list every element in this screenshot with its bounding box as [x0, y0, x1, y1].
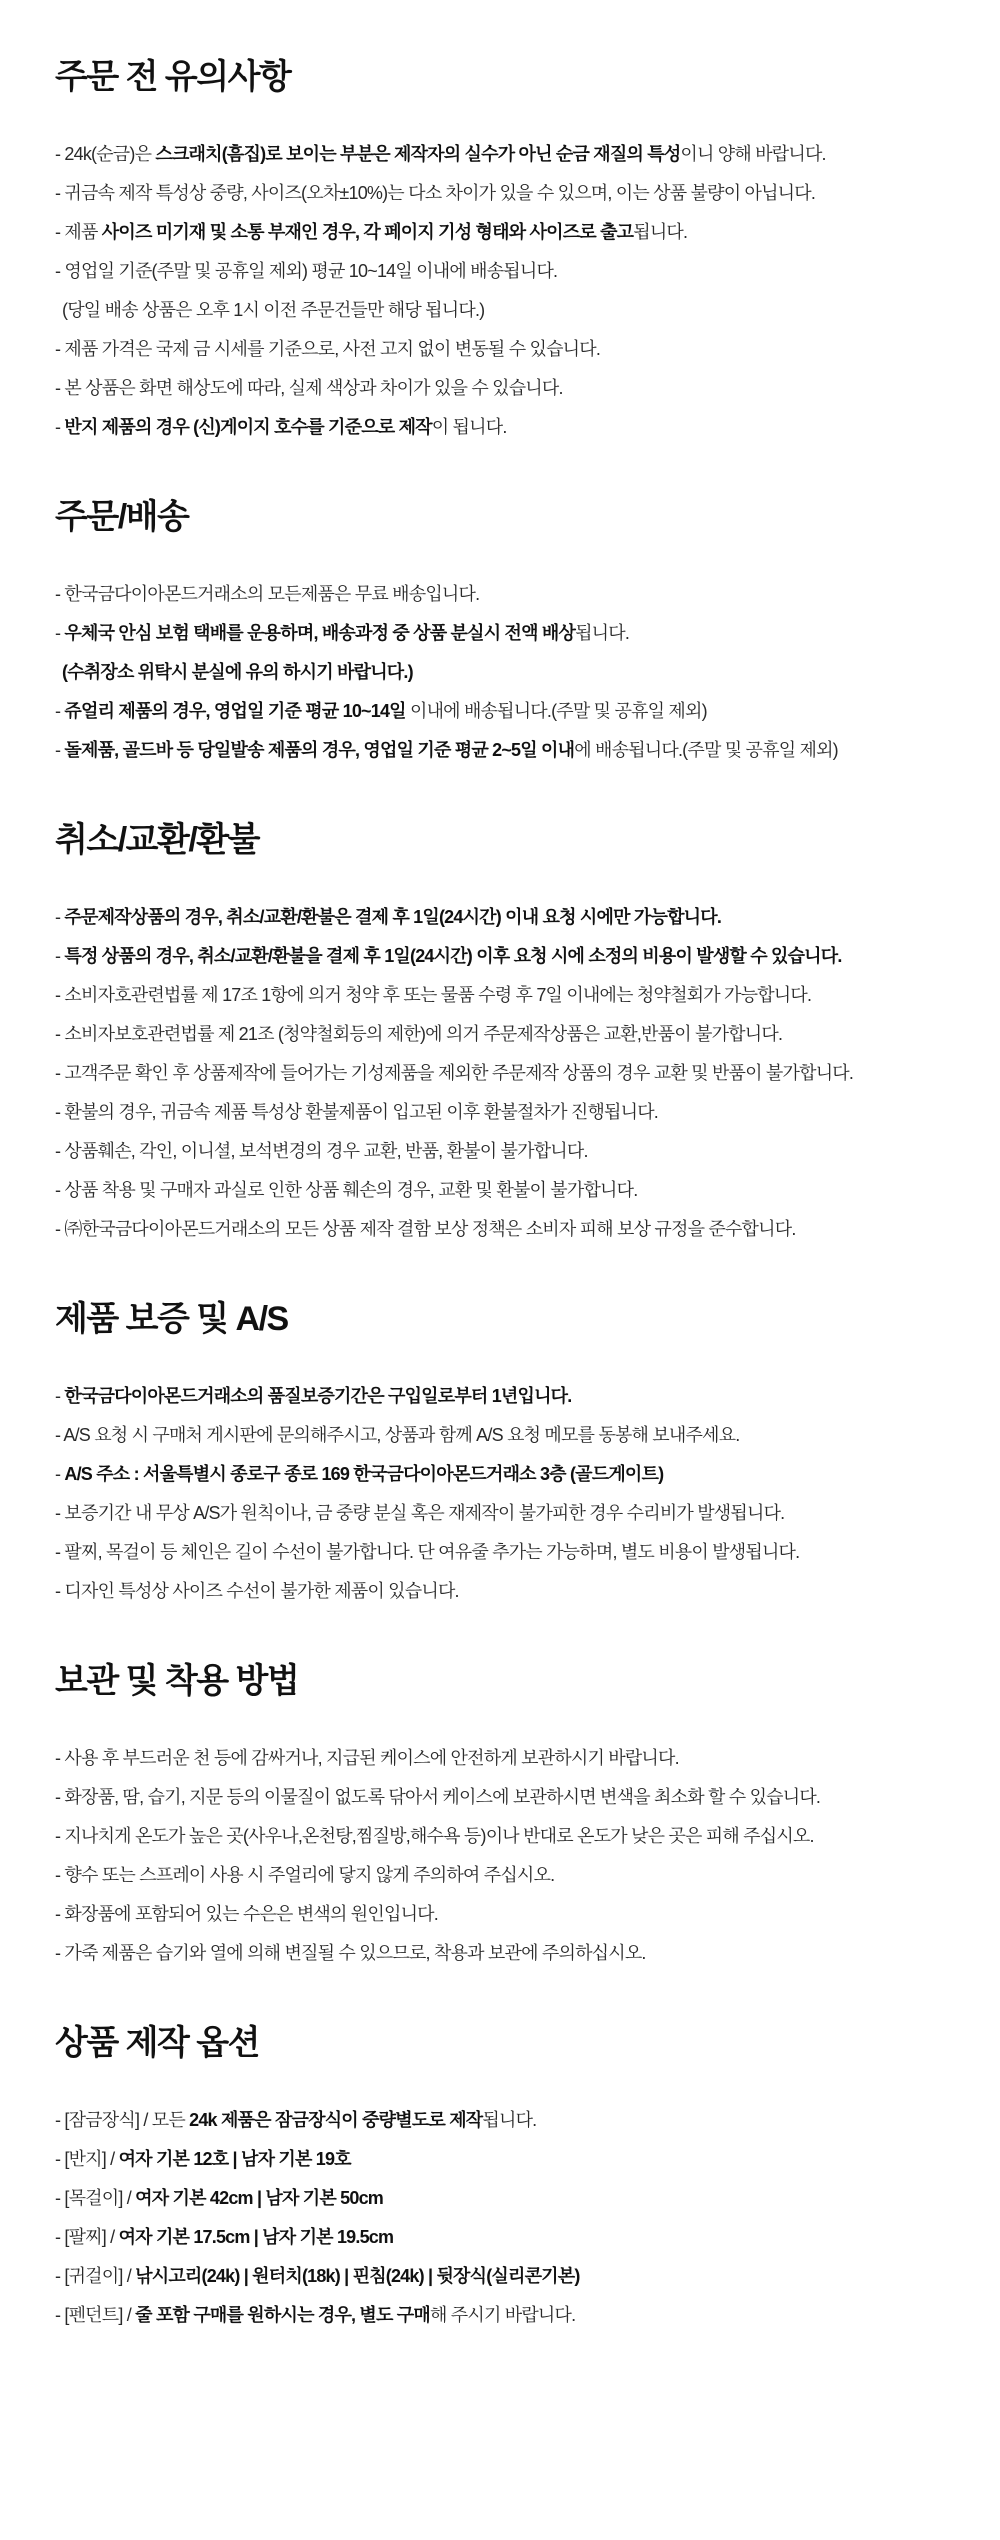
notice-text-bold: 특정 상품의 경우, 취소/교환/환불을 결제 후 1일(24시간) 이후 요청 시에 소정의 비용이 발생할 수 있습니다. [64, 946, 842, 966]
notice-line [55, 1141, 950, 1162]
notice-text: 해 주시기 바랍니다. [430, 2305, 576, 2325]
notice-text: - [55, 740, 65, 760]
section-title: 취소/교환/환불 [55, 821, 259, 859]
section-title: 상품 제작 옵션 [55, 2024, 259, 2062]
notice-text: - [55, 701, 65, 721]
notice-text: - [팔찌] / [55, 2227, 119, 2247]
notice-line [55, 1464, 950, 1485]
notice-text: 이내에 배송됩니다.(주말 및 공휴일 제외) [405, 701, 707, 721]
notice-text: - 제품 가격은 국제 금 시세를 기준으로, 사전 고지 없이 변동될 수 있습니다. [55, 339, 601, 359]
notice-line [55, 1219, 950, 1240]
section-title: 주문/배송 [55, 498, 189, 536]
notice-sections [55, 56, 950, 2326]
notice-text-bold: 여자 기본 17.5cm | 남자 기본 19.5cm [118, 2227, 394, 2247]
notice-line [55, 144, 950, 165]
notice-line [55, 261, 950, 282]
notice-line [55, 222, 950, 243]
notice-line [55, 1024, 950, 1045]
notice-text: - [반지] / [55, 2149, 119, 2169]
notice-line [55, 1904, 950, 1925]
notice-section [55, 819, 950, 1240]
notice-text-bold: 우체국 안심 보험 택배를 운용하며, 배송과정 중 상품 분실시 전액 배상 [64, 623, 576, 643]
notice-text: - 본 상품은 화면 해상도에 따라, 실제 색상과 차이가 있을 수 있습니다. [55, 378, 563, 398]
notice-text: - [55, 1464, 65, 1484]
notice-text: - 지나치게 온도가 높은 곳(사우나,온천탕,찜질방,해수욕 등)이나 반대로 온도가 낮은 곳은 피해 주십시오. [55, 1826, 814, 1846]
notice-line [55, 1542, 950, 1563]
notice-text-bold: 돌제품, 골드바 등 당일발송 제품의 경우, 영업일 기준 평균 2~5일 이내 [64, 740, 575, 760]
notice-text: - 팔찌, 목걸이 등 체인은 길이 수선이 불가합니다. 단 여유줄 추가는 가능하며, 별도 비용이 발생됩니다. [55, 1542, 800, 1562]
notice-line [55, 300, 950, 321]
notice-text: - 소비자보호관련법률 제 21조 (청약철회등의 제한)에 의거 주문제작상품은 교환,반품이 불가합니다. [55, 1024, 783, 1044]
notice-text: - 한국금다이아몬드거래소의 모든제품은 무료 배송입니다. [55, 584, 480, 604]
notice-line [55, 2266, 950, 2287]
notice-text: - 24k(순금)은 [55, 144, 156, 164]
notice-text: - 고객주문 확인 후 상품제작에 들어가는 기성제품을 제외한 주문제작 상품의 경우 교환 및 반품이 불가합니다. [55, 1063, 854, 1083]
notice-text: 됩니다. [482, 2110, 537, 2130]
notice-line [55, 1865, 950, 1886]
notice-line [55, 1826, 950, 1847]
notice-text: 됩니다. [633, 222, 688, 242]
notice-text: 이니 양해 바랍니다. [680, 144, 826, 164]
notice-text: - 상품훼손, 각인, 이니셜, 보석변경의 경우 교환, 반품, 환불이 불가합니다. [55, 1141, 588, 1161]
notice-line [55, 1503, 950, 1524]
notice-section [55, 56, 950, 438]
notice-line [55, 701, 950, 722]
notice-text: - 사용 후 부드러운 천 등에 감싸거나, 지급된 케이스에 안전하게 보관하시기 바랍니다. [55, 1748, 679, 1768]
notice-text: - A/S 요청 시 구매처 게시판에 문의해주시고, 상품과 함께 A/S 요청 메모를 동봉해 보내주세요. [55, 1425, 740, 1445]
notice-text: - [55, 907, 65, 927]
notice-section [55, 2022, 950, 2326]
notice-text: - 영업일 기준(주말 및 공휴일 제외) 평균 10~14일 이내에 배송됩니다. [55, 261, 558, 281]
notice-line [55, 2305, 950, 2326]
notice-line [55, 1063, 950, 1084]
notice-text: - 가죽 제품은 습기와 열에 의해 변질될 수 있으므로, 착용과 보관에 주의하십시오. [55, 1943, 646, 1963]
notice-text: - ㈜한국금다이아몬드거래소의 모든 상품 제작 결함 보상 정책은 소비자 피해 보상 규정을 준수합니다. [55, 1219, 796, 1239]
notice-line [55, 2149, 950, 2170]
notice-text: - 상품 착용 및 구매자 과실로 인한 상품 훼손의 경우, 교환 및 환불이 불가합니다. [55, 1180, 638, 1200]
section-title: 제품 보증 및 A/S [55, 1300, 288, 1338]
notice-line [55, 623, 950, 644]
notice-text: - [귀걸이] / [55, 2266, 136, 2286]
notice-text: - [잠금장식] / 모든 [55, 2110, 190, 2130]
notice-text: 이 됩니다. [431, 417, 507, 437]
notice-line [55, 1425, 950, 1446]
notice-text: - [55, 417, 65, 437]
notice-text: - 제품 [55, 222, 102, 242]
notice-line [55, 985, 950, 1006]
notice-text: - [55, 1386, 65, 1406]
notice-text: - 디자인 특성상 사이즈 수선이 불가한 제품이 있습니다. [55, 1581, 459, 1601]
notice-text: - 향수 또는 스프레이 사용 시 주얼리에 닿지 않게 주의하여 주십시오. [55, 1865, 555, 1885]
notice-section [55, 1298, 950, 1602]
notice-text-bold: 한국금다이아몬드거래소의 품질보증기간은 구입일로부터 1년입니다. [64, 1386, 572, 1406]
notice-text-bold: 여자 기본 12호 | 남자 기본 19호 [118, 2149, 351, 2169]
notice-line [55, 907, 950, 928]
notice-line [55, 378, 950, 399]
notice-line [55, 1748, 950, 1769]
notice-text-bold: 여자 기본 42cm | 남자 기본 50cm [135, 2188, 383, 2208]
notice-line [55, 183, 950, 204]
notice-line [55, 2188, 950, 2209]
notice-text: - 귀금속 제작 특성상 중량, 사이즈(오차±10%)는 다소 차이가 있을 수 있으며, 이는 상품 불량이 아닙니다. [55, 183, 816, 203]
section-title: 보관 및 착용 방법 [55, 1662, 299, 1700]
notice-text: 에 배송됩니다.(주말 및 공휴일 제외) [574, 740, 838, 760]
notice-text-bold: 반지 제품의 경우 (신)게이지 호수를 기준으로 제작 [64, 417, 432, 437]
notice-text: - 환불의 경우, 귀금속 제품 특성상 환불제품이 입고된 이후 환불절차가 진행됩니다. [55, 1102, 659, 1122]
notice-line [55, 1180, 950, 1201]
notice-text: - [55, 623, 65, 643]
notice-line [55, 1581, 950, 1602]
notice-line [55, 2227, 950, 2248]
notice-text-bold: A/S 주소 : 서울특별시 종로구 종로 169 한국금다이아몬드거래소 3층 (골드게이트) [64, 1464, 664, 1484]
notice-line [55, 584, 950, 605]
notice-line [55, 740, 950, 761]
notice-text: - 보증기간 내 무상 A/S가 원칙이나, 금 중량 분실 혹은 재제작이 불가피한 경우 수리비가 발생됩니다. [55, 1503, 785, 1523]
notice-text: (당일 배송 상품은 오후 1시 이전 주문건들만 해당 됩니다.) [62, 300, 485, 320]
notice-line [55, 1943, 950, 1964]
notice-line [55, 417, 950, 438]
notice-line [55, 1386, 950, 1407]
notice-line [55, 339, 950, 360]
notice-text-bold: 사이즈 미기재 및 소통 부재인 경우, 각 페이지 기성 형태와 사이즈로 출고 [101, 222, 634, 242]
notice-text: - 소비자호관련법률 제 17조 1항에 의거 청약 후 또는 물품 수령 후 7일 이내에는 청약철회가 가능합니다. [55, 985, 812, 1005]
notice-text: - 화장품에 포함되어 있는 수은은 변색의 원인입니다. [55, 1904, 438, 1924]
notice-text-bold: (수취장소 위탁시 분실에 유의 하시기 바랍니다.) [62, 662, 413, 682]
notice-text-bold: 스크래치(흠집)로 보이는 부분은 제작자의 실수가 아닌 순금 재질의 특성 [155, 144, 681, 164]
notice-line [55, 946, 950, 967]
notice-line [55, 2110, 950, 2131]
notice-text: - 화장품, 땀, 습기, 지문 등의 이물질이 없도록 닦아서 케이스에 보관하시면 변색을 최소화 할 수 있습니다. [55, 1787, 821, 1807]
notice-text-bold: 쥬얼리 제품의 경우, 영업일 기준 평균 10~14일 [64, 701, 406, 721]
notice-text: 됩니다. [575, 623, 630, 643]
notice-text-bold: 낚시고리(24k) | 원터치(18k) | 핀침(24k) | 뒷장식(실리콘기본) [135, 2266, 580, 2286]
notice-text-bold: 줄 포함 구매를 원하시는 경우, 별도 구매 [135, 2305, 430, 2325]
notice-text-bold: 24k 제품은 잠금장식이 중량별도로 제작 [189, 2110, 483, 2130]
notice-text-bold: 주문제작상품의 경우, 취소/교환/환불은 결제 후 1일(24시간) 이내 요청 시에만 가능합니다. [64, 907, 722, 927]
notice-text: - [펜던트] / [55, 2305, 136, 2325]
notice-line [55, 1102, 950, 1123]
notice-text: - [목걸이] / [55, 2188, 136, 2208]
notice-section [55, 1660, 950, 1964]
notice-section [55, 496, 950, 761]
notice-line [55, 1787, 950, 1808]
notice-line [55, 662, 950, 683]
notice-text: - [55, 946, 65, 966]
section-title: 주문 전 유의사항 [55, 58, 291, 96]
